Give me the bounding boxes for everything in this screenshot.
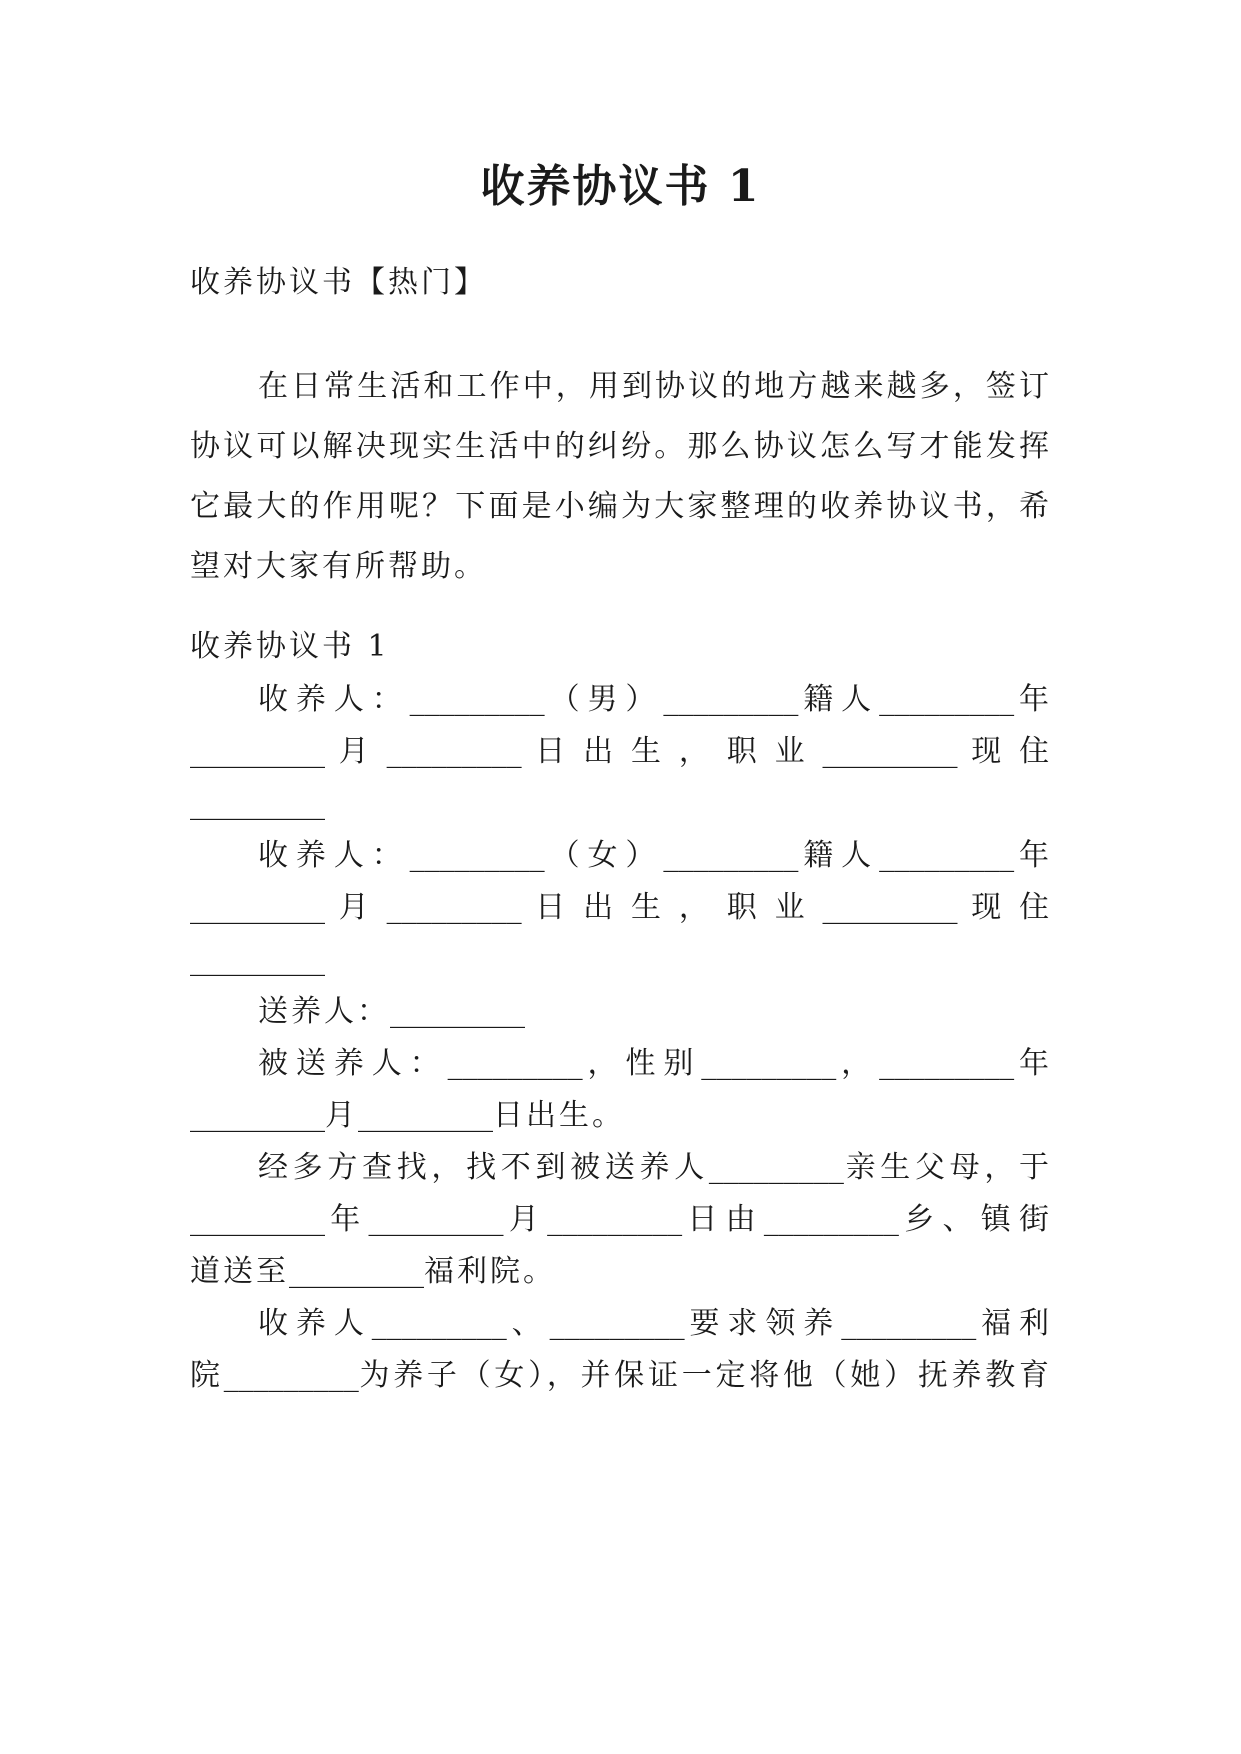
blank-origin: _________ (663, 838, 799, 873)
blank-adoptee-day: _________ (358, 1098, 493, 1133)
blank-adoptee-gender: _________ (701, 1046, 837, 1081)
intro-paragraph: 在日常生活和工作中，用到协议的地方越来越多，签订协议可以解决现实生活中的纠纷。那么协议怎么写才能发挥它最大的作用呢？下面是小编为大家整理的收养协议书，希望对大家有所帮助。 (190, 369, 1052, 584)
blank-adopter-2: _________ (549, 1306, 685, 1341)
request-line-1: 收养人_________、_________要求领养_________福利 (258, 1306, 1053, 1341)
search-line-3: 道送至_________福利院。 (190, 1254, 556, 1289)
blank-sender: _________ (390, 994, 525, 1029)
blank-welfare-home: _________ (289, 1254, 424, 1289)
sender-line: 送养人：_________ (258, 994, 525, 1029)
blank-adoptee: _________ (708, 1150, 844, 1185)
blank-birth-year: _________ (879, 838, 1015, 873)
search-line-1: 经多方查找，找不到被送养人_________亲生父母，于 (258, 1150, 1053, 1185)
blank-found-year: _________ (190, 1202, 325, 1237)
blank-found-month: _________ (368, 1202, 504, 1237)
adopter-male-line-1: 收养人：_________（男）_________籍人_________年 (258, 682, 1053, 717)
adoptee-line-2: _________月_________日出生。 (190, 1098, 625, 1133)
blank-name: _________ (409, 682, 545, 717)
blank-birth-day: _________ (386, 890, 522, 925)
blank-name: _________ (409, 838, 545, 873)
adopter-male-line-3 (190, 774, 1052, 834)
blank-birth-month: _________ (190, 734, 325, 769)
search-line-2: _________年_________月_________日由_________乡、镇街 (190, 1202, 1053, 1237)
document-subtitle: 收养协议书【热门】 (190, 265, 487, 300)
blank-adopter-1: _________ (371, 1306, 507, 1341)
section-heading: 收养协议书 1 (190, 629, 390, 664)
adopter-female-line-2: _________ 月 _________ 日 出 生 ， 职 业 _________ 现 住 (190, 890, 1053, 925)
blank-birth-month: _________ (190, 890, 325, 925)
blank-adoptee-year: _________ (879, 1046, 1015, 1081)
adopter-male-line-2: _________ 月 _________ 日 出 生 ， 职 业 _________ 现 住 (190, 734, 1053, 769)
blank-residence: _________ (190, 942, 325, 977)
blank-birth-year: _________ (879, 682, 1015, 717)
adoptee-line-1: 被送养人：_________，性别_________，_________年 (258, 1046, 1053, 1081)
blank-welfare: _________ (841, 1306, 977, 1341)
blank-origin: _________ (663, 682, 799, 717)
blank-occupation: _________ (822, 890, 958, 925)
blank-residence: _________ (190, 786, 325, 821)
blank-adoptee-name: _________ (447, 1046, 583, 1081)
blank-township: _________ (763, 1202, 899, 1237)
request-line-2: 院_________为养子（女），并保证一定将他（她）抚养教育 (190, 1358, 1053, 1393)
adopter-female-line-3 (190, 930, 1052, 990)
blank-adoptee-month: _________ (190, 1098, 325, 1133)
adopter-female-line-1: 收养人：_________（女）_________籍人_________年 (258, 838, 1053, 873)
document-title: 收养协议书 1 (480, 161, 761, 212)
blank-found-day: _________ (547, 1202, 683, 1237)
blank-occupation: _________ (822, 734, 958, 769)
blank-child: _________ (223, 1358, 359, 1393)
blank-birth-day: _________ (386, 734, 522, 769)
